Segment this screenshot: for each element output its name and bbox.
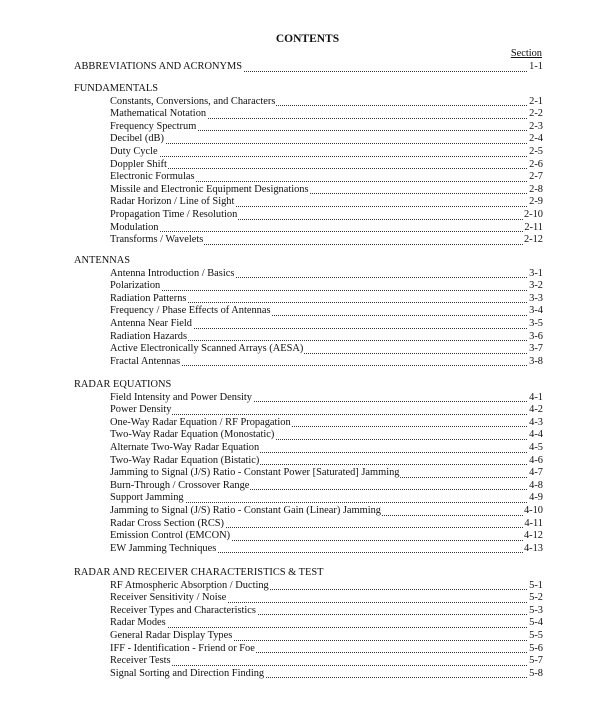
toc-entry[interactable] [110, 655, 543, 668]
toc-entry-section: 1-1 [529, 61, 543, 72]
toc-entry[interactable] [110, 96, 543, 109]
toc-entry[interactable] [110, 442, 543, 455]
toc-entry[interactable] [110, 605, 543, 618]
toc-entry-section: 4-8 [529, 479, 543, 491]
toc-entry[interactable] [110, 171, 543, 184]
dot-leader [110, 290, 543, 291]
page-title: CONTENTS [275, 33, 340, 45]
toc-entry-section: 4-10 [523, 505, 543, 516]
toc-entry-section: 5-3 [529, 604, 543, 616]
toc-entry-section: 2-8 [529, 183, 543, 195]
group-title: RADAR EQUATIONS [74, 379, 172, 390]
toc-entry-section: 5-8 [529, 667, 543, 679]
toc-entry[interactable] [110, 592, 543, 605]
toc-entry-label: Radar Cross Section (RCS) [110, 517, 225, 529]
toc-entry-section: 5-2 [529, 592, 543, 604]
toc-entry[interactable] [110, 392, 543, 405]
toc-entry-label: Radar Horizon / Line of Sight [110, 196, 235, 208]
dot-leader [110, 168, 543, 169]
toc-entry-label: IFF - Identification - Friend or Foe [110, 642, 255, 654]
toc-entry-section: 4-13 [523, 542, 543, 554]
toc-entry-label: EW Jamming Techniques [110, 542, 217, 554]
toc-entry[interactable] [110, 429, 543, 442]
toc-entry-section: 4-4 [529, 429, 543, 441]
toc-entry-section: 3-3 [529, 292, 543, 304]
toc-entry-label: Receiver Types and Characteristics [110, 604, 256, 616]
toc-entry[interactable] [110, 356, 543, 369]
toc-entry[interactable] [110, 530, 543, 543]
toc-entry-label: Field Intensity and Power Density [110, 391, 252, 403]
toc-entry-label: Signal Sorting and Direction Finding [110, 667, 265, 679]
toc-entry[interactable] [110, 146, 543, 159]
toc-entry-label: Jamming to Signal (J/S) Ratio - Constant Gain (Linear) Jamming [110, 505, 381, 516]
toc-entry-section: 2-1 [529, 95, 543, 107]
dot-leader [110, 231, 543, 232]
toc-entry[interactable] [110, 234, 543, 247]
dot-leader [110, 627, 543, 628]
toc-entry[interactable] [110, 121, 543, 134]
toc-entry-section: 5-1 [529, 579, 543, 591]
toc-entry-label: Antenna Near Field [110, 318, 192, 329]
toc-entry-label: Propagation Time / Resolution [110, 209, 238, 220]
toc-entry-label: Transforms / Wavelets [110, 234, 204, 246]
toc-entry-label: Active Electronically Scanned Arrays (AESA) [110, 343, 304, 355]
toc-entry-label: Two-Way Radar Equation (Monostatic) [110, 429, 275, 441]
toc-entry-label: Doppler Shift [110, 158, 167, 170]
dot-leader [110, 414, 543, 415]
toc-entry-label: Radiation Hazards [110, 330, 188, 342]
toc-entry[interactable] [110, 630, 543, 643]
toc-entry-label: Burn-Through / Crossover Range [110, 479, 250, 491]
toc-entry-label: Mathematical Notation [110, 108, 207, 120]
toc-entry-section: 3-2 [529, 280, 543, 292]
toc-entry-section: 2-2 [529, 108, 543, 120]
toc-entry-label: Emission Control (EMCON) [110, 530, 231, 542]
dot-leader [110, 665, 543, 666]
toc-entry-label: Constants, Conversions, and Characters [110, 95, 276, 107]
toc-entry-label: Modulation [110, 221, 159, 233]
toc-entry[interactable] [110, 293, 543, 306]
toc-entry-section: 4-3 [529, 416, 543, 428]
toc-entry-label: Two-Way Radar Equation (Bistatic) [110, 454, 260, 466]
toc-entry-section: 4-1 [529, 391, 543, 403]
group-title: ANTENNAS [74, 255, 130, 266]
toc-entry-label: Electronic Formulas [110, 171, 195, 183]
toc-entry-label: Frequency Spectrum [110, 120, 197, 132]
toc-entry-section: 4-2 [529, 404, 543, 416]
toc-entry[interactable] [110, 331, 543, 344]
toc-entry-label: Missile and Electronic Equipment Designations [110, 183, 309, 195]
toc-entry-label: Duty Cycle [110, 146, 158, 157]
toc-entry-section: 3-8 [529, 355, 543, 367]
group-title: RADAR AND RECEIVER CHARACTERISTICS & TEST [74, 567, 324, 578]
toc-entry-label: Radar Modes [110, 617, 166, 629]
toc-entry-label: ABBREVIATIONS AND ACRONYMS [74, 61, 243, 72]
toc-entry-label: Frequency / Phase Effects of Antennas [110, 305, 271, 317]
toc-entry-section: 5-5 [529, 630, 543, 641]
toc-entry[interactable] [110, 505, 543, 518]
toc-entry[interactable] [110, 543, 543, 556]
toc-entry-label: Radiation Patterns [110, 292, 187, 304]
group-title: FUNDAMENTALS [74, 83, 159, 94]
toc-entry-section: 2-5 [529, 146, 543, 157]
toc-entry-label: Alternate Two-Way Radar Equation [110, 442, 260, 453]
toc-entry[interactable] [110, 268, 543, 281]
toc-entry-label: General Radar Display Types [110, 630, 233, 641]
toc-entry-section: 4-7 [529, 467, 543, 479]
toc-entry[interactable] [110, 467, 543, 480]
toc-entry-section: 5-6 [529, 642, 543, 654]
toc-entry[interactable] [110, 196, 543, 209]
toc-entry[interactable] [110, 159, 543, 172]
toc-entry[interactable] [110, 404, 543, 417]
toc-entry-section: 3-4 [529, 305, 543, 317]
toc-entry-section: 3-1 [529, 267, 543, 279]
toc-entry-section: 2-6 [529, 158, 543, 170]
toc-entry[interactable] [110, 184, 543, 197]
toc-entry[interactable] [110, 480, 543, 493]
toc-entry-section: 4-12 [523, 530, 543, 542]
toc-entry-section: 2-12 [523, 234, 543, 246]
toc-entry-section: 2-7 [529, 171, 543, 183]
toc-entry[interactable] [110, 417, 543, 430]
toc-entry-section: 2-9 [529, 196, 543, 208]
toc-entry[interactable] [110, 222, 543, 235]
toc-entry-section: 3-7 [529, 343, 543, 355]
toc-entry-section: 4-9 [529, 492, 543, 504]
toc-entry-section: 5-7 [529, 655, 543, 667]
toc-entry[interactable] [110, 492, 543, 505]
dot-leader [110, 143, 543, 144]
toc-entry-section: 3-6 [529, 330, 543, 342]
toc-entry[interactable] [110, 518, 543, 531]
toc-entry[interactable] [110, 280, 543, 293]
toc-entry-label: Receiver Tests [110, 655, 171, 667]
toc-entry[interactable] [74, 61, 543, 74]
toc-entry-section: 2-11 [524, 221, 543, 233]
toc-entry[interactable] [110, 209, 543, 222]
toc-entry-label: Jamming to Signal (J/S) Ratio - Constant Power [Saturated] Jamming [110, 467, 400, 479]
toc-entry-label: RF Atmospheric Absorption / Ducting [110, 579, 269, 591]
toc-entry[interactable] [110, 318, 543, 331]
toc-entry-section: 2-3 [529, 120, 543, 132]
toc-entry[interactable] [110, 617, 543, 630]
toc-entry-label: Support Jamming [110, 492, 184, 504]
toc-entry[interactable] [110, 643, 543, 656]
toc-entry-label: Polarization [110, 280, 161, 292]
section-column-header: Section [510, 48, 542, 59]
toc-entry-section: 4-5 [529, 442, 543, 453]
toc-entry[interactable] [110, 343, 543, 356]
toc-entry-section: 3-5 [529, 318, 543, 329]
toc-entry[interactable] [110, 455, 543, 468]
toc-entry-label: One-Way Radar Equation / RF Propagation [110, 416, 291, 428]
toc-entry-section: 4-6 [529, 454, 543, 466]
toc-entry-label: Receiver Sensitivity / Noise [110, 592, 227, 604]
toc-entry[interactable] [110, 108, 543, 121]
toc-entry-section: 2-4 [529, 133, 543, 145]
toc-entry[interactable] [110, 133, 543, 146]
toc-entry[interactable] [110, 580, 543, 593]
toc-entry-label: Antenna Introduction / Basics [110, 267, 235, 279]
toc-entry-label: Power Density [110, 404, 172, 416]
toc-entry[interactable] [110, 305, 543, 318]
dot-leader [110, 156, 543, 157]
toc-entry-section: 2-10 [523, 209, 543, 220]
toc-entry-section: 4-11 [524, 517, 543, 529]
toc-entry[interactable] [110, 668, 543, 681]
toc-entry-label: Decibel (dB) [110, 133, 164, 145]
toc-entry-label: Fractal Antennas [110, 355, 181, 367]
toc-entry-section: 5-4 [529, 617, 543, 629]
